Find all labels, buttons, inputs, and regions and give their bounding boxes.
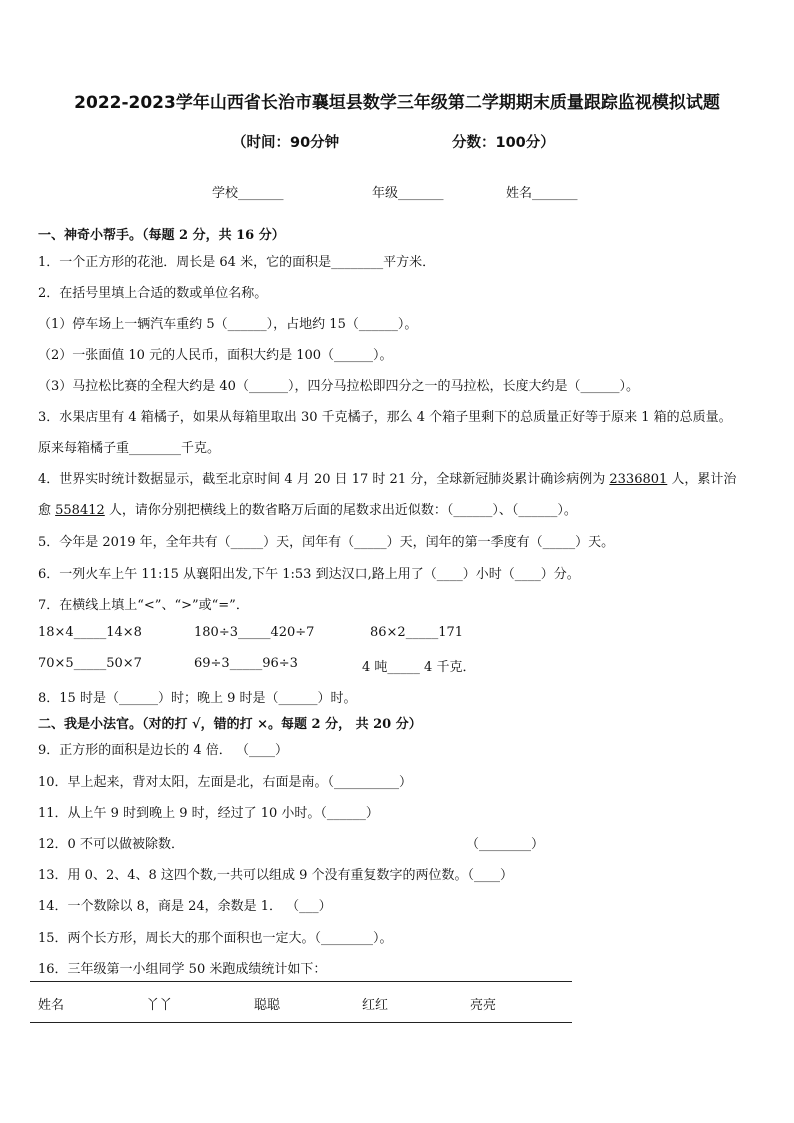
- question-7: 7．在横线上填上“<”、“>”或“=”．: [38, 598, 249, 613]
- question-12: 12．0 不可以做被除数．: [38, 837, 184, 852]
- section-2-heading: 二、我是小法官。（对的打 √，错的打 ×。每题 2 分， 共 20 分）: [38, 717, 422, 732]
- question-10: 10．早上起来，背对太阳，左面是北，右面是南。（__________）: [38, 775, 413, 790]
- q4-text-b: 人，累计治: [667, 472, 737, 487]
- exam-score: 分数：100分）: [452, 135, 555, 151]
- q4-number-recovered: 558412: [55, 503, 105, 518]
- question-13: 13．用 0、2、4、8 这四个数,一共可以组成 9 个没有重复数字的两位数。（____）: [38, 868, 514, 883]
- q4-text-a: 4．世界实时统计数据显示，截至北京时间 4 月 20 日 17 时 21 分，全球新冠肺炎累计确诊病例为: [38, 472, 610, 487]
- table-bottom-rule: [30, 1022, 572, 1023]
- q7-item-5: 69÷3_____96÷3: [194, 656, 298, 671]
- q4-text-d: 人，请你分别把横线上的数省略万后面的尾数求出近似数：（______）、（______）。: [104, 503, 577, 518]
- question-6: 6．一列火车上午 11:15 从襄阳出发,下午 1:53 到达汉口,路上用了（____）小时（____）分。: [38, 567, 580, 582]
- question-2-2: （2）一张面值 10 元的人民币，面积大约是 100（______）。: [38, 348, 393, 363]
- question-1: 1．一个正方形的花池．周长是 64 米，它的面积是________平方米．: [38, 255, 436, 270]
- q7-item-3: 86×2_____171: [370, 625, 464, 640]
- exam-time: （时间：90分钟: [232, 135, 340, 151]
- q4-number-confirmed: 2336801: [609, 472, 668, 487]
- table-header-honghong: 红红: [362, 998, 389, 1013]
- question-8: 8．15 时是（______）时；晚上 9 时是（______）时。: [38, 691, 357, 706]
- question-15: 15．两个长方形，周长大的那个面积也一定大。（________）。: [38, 931, 393, 946]
- question-9: 9．正方形的面积是边长的 4 倍． （____）: [38, 743, 288, 758]
- page-title: 2022-2023学年山西省长治市襄垣县数学三年级第二学期期末质量跟踪监视模拟试题: [74, 93, 720, 113]
- question-4-line-2: [38, 499, 577, 518]
- section-1-heading: 一、神奇小帮手。（每题 2 分，共 16 分）: [38, 228, 285, 243]
- question-2: 2．在括号里填上合适的数或单位名称。: [38, 286, 268, 301]
- q7-item-1: 18×4_____14×8: [38, 625, 142, 640]
- question-12-blank: （________）: [466, 837, 545, 852]
- table-top-rule: [30, 981, 572, 982]
- table-header-congcong: 聪聪: [254, 998, 281, 1013]
- grade-field[interactable]: 年级_______: [372, 186, 444, 201]
- name-field[interactable]: 姓名_______: [506, 186, 578, 201]
- q4-text-c: 愈: [38, 503, 56, 518]
- q7-item-6: 4 吨_____ 4 千克．: [362, 660, 476, 675]
- question-3-line-1: 3．水果店里有 4 箱橘子，如果从每箱里取出 30 千克橘子，那么 4 个箱子里剩下的总质量正好等于原来 1 箱的总质量。: [38, 410, 732, 425]
- question-11: 11．从上午 9 时到晚上 9 时，经过了 10 小时。（______）: [38, 806, 379, 821]
- q7-item-4: 70×5_____50×7: [38, 656, 142, 671]
- q7-item-2: 180÷3_____420÷7: [194, 625, 315, 640]
- question-16: 16．三年级第一小组同学 50 米跑成绩统计如下：: [38, 962, 327, 977]
- question-3-line-2: 原来每箱橘子重________千克。: [38, 441, 221, 456]
- school-field[interactable]: 学校_______: [212, 186, 284, 201]
- question-5: 5．今年是 2019 年，全年共有（_____）天，闰年有（_____）天，闰年的第一季度有（_____）天。: [38, 535, 615, 550]
- question-4-line-1: [38, 468, 736, 487]
- table-header-liangliang: 亮亮: [470, 998, 497, 1013]
- question-14: 14．一个数除以 8，商是 24，余数是 1． （___）: [38, 899, 332, 914]
- question-2-1: （1）停车场上一辆汽车重约 5（______），占地约 15（______）。: [38, 317, 418, 332]
- table-header-yaya: 丫丫: [146, 998, 173, 1013]
- question-2-3: （3）马拉松比赛的全程大约是 40（______），四分马拉松即四分之一的马拉松，长度大约是（______）。: [38, 379, 639, 394]
- table-header-name: 姓名: [38, 998, 65, 1013]
